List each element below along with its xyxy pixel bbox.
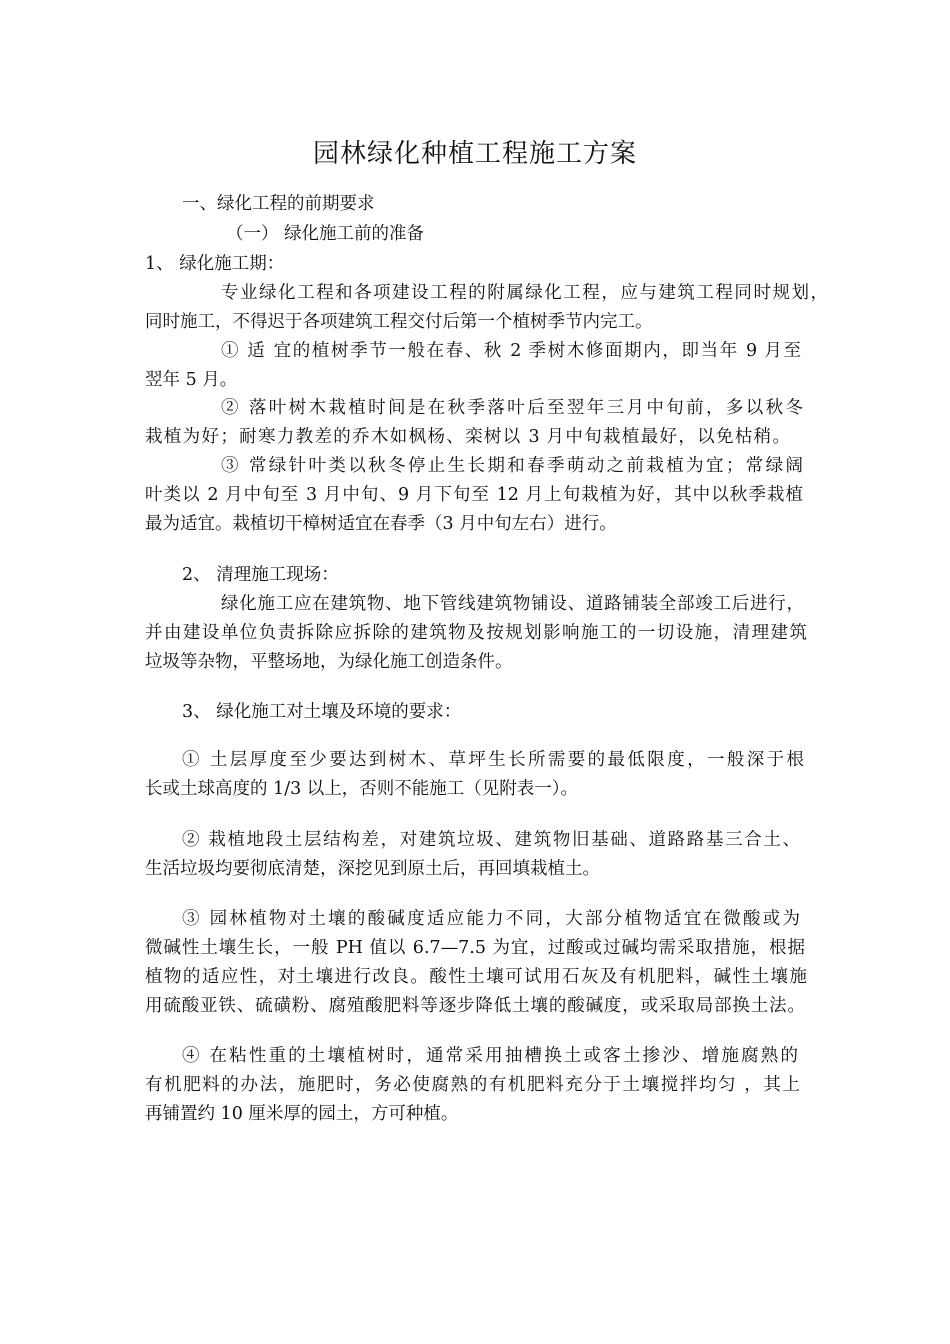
paragraph-line: 最为适宜。栽植切干樟树适宜在春季（3 月中旬左右）进行。 bbox=[145, 514, 617, 534]
item-heading: 1、 绿化施工期： bbox=[145, 254, 285, 274]
paragraph-line: 垃圾等杂物，平整场地，为绿化施工创造条件。 bbox=[145, 652, 513, 672]
paragraph-line: 植物的适应性，对土壤进行改良。酸性土壤可试用石灰及有机肥料，碱性土壤施 bbox=[145, 967, 807, 987]
paragraph-line: ③ 园林植物对土壤的酸碱度适应能力不同，大部分植物适宜在微酸或为 bbox=[182, 909, 800, 929]
paragraph-line: ③ 常绿针叶类以秋冬停止生长期和春季萌动之前栽植为宜；常绿阔 bbox=[221, 456, 803, 476]
paragraph-line: 用硫酸亚铁、硫磺粉、腐殖酸肥料等逐步降低土壤的酸碱度，或采取局部换土法。 bbox=[145, 996, 805, 1016]
paragraph-line: 同时施工，不得迟于各项建筑工程交付后第一个植树季节内完工。 bbox=[145, 312, 653, 332]
subsection-heading: （一） 绿化施工前的准备 bbox=[226, 224, 425, 244]
paragraph-line: 并由建设单位负责拆除应拆除的建筑物及按规划影响施工的一切设施，清理建筑 bbox=[145, 623, 807, 643]
paragraph-line: ① 土层厚度至少要达到树木、草坪生长所需要的最低限度，一般深于根 bbox=[182, 750, 804, 770]
item-heading: 3、 绿化施工对土壤及环境的要求： bbox=[182, 702, 462, 722]
paragraph-line: 翌年 5 月。 bbox=[145, 370, 238, 390]
paragraph-line: 微碱性土壤生长，一般 PH 值以 6.7—7.5 为宜，过酸或过碱均需采取措施，根据 bbox=[145, 938, 805, 958]
document-title: 园林绿化种植工程施工方案 bbox=[312, 139, 637, 169]
paragraph-line: 专业绿化工程和各项建设工程的附属绿化工程，应与建筑工程同时规划， bbox=[221, 283, 828, 303]
paragraph-line: ④ 在粘性重的土壤植树时，通常采用抽槽换土或客土掺沙、增施腐熟的 bbox=[182, 1046, 798, 1066]
paragraph-line: 再铺置约 10 厘米厚的园土，方可种植。 bbox=[145, 1104, 459, 1124]
paragraph-line: 长或土球高度的 1/3 以上，否则不能施工（见附表一）。 bbox=[145, 779, 579, 799]
paragraph-line: ① 适 宜的植树季节一般在春、秋 2 季树木修面期内，即当年 9 月至 bbox=[221, 341, 801, 361]
paragraph-line: 绿化施工应在建筑物、地下管线建筑物铺设、道路铺装全部竣工后进行， bbox=[221, 594, 804, 614]
paragraph-line: 叶类以 2 月中旬至 3 月中旬、9 月下旬至 12 月上旬栽植为好，其中以秋季栽植 bbox=[145, 485, 803, 505]
paragraph-line: 栽植为好；耐寒力教差的乔木如枫杨、栾树以 3 月中旬栽植最好，以免枯稍。 bbox=[145, 427, 790, 447]
paragraph-line: 有机肥料的办法，施肥时，务必使腐熟的有机肥料充分于土壤搅拌均匀 ，其上 bbox=[145, 1075, 800, 1095]
section-heading: 一、绿化工程的前期要求 bbox=[182, 194, 375, 214]
paragraph-line: ② 落叶树木栽植时间是在秋季落叶后至翌年三月中旬前，多以秋冬 bbox=[221, 398, 803, 418]
paragraph-line: 生活垃圾均要彻底清楚，深挖见到原土后，再回填栽植土。 bbox=[145, 859, 600, 879]
paragraph-line: ② 栽植地段土层结构差，对建筑垃圾、建筑物旧基础、道路路基三合土、 bbox=[182, 830, 800, 850]
item-heading: 2、 清理施工现场： bbox=[182, 565, 339, 585]
